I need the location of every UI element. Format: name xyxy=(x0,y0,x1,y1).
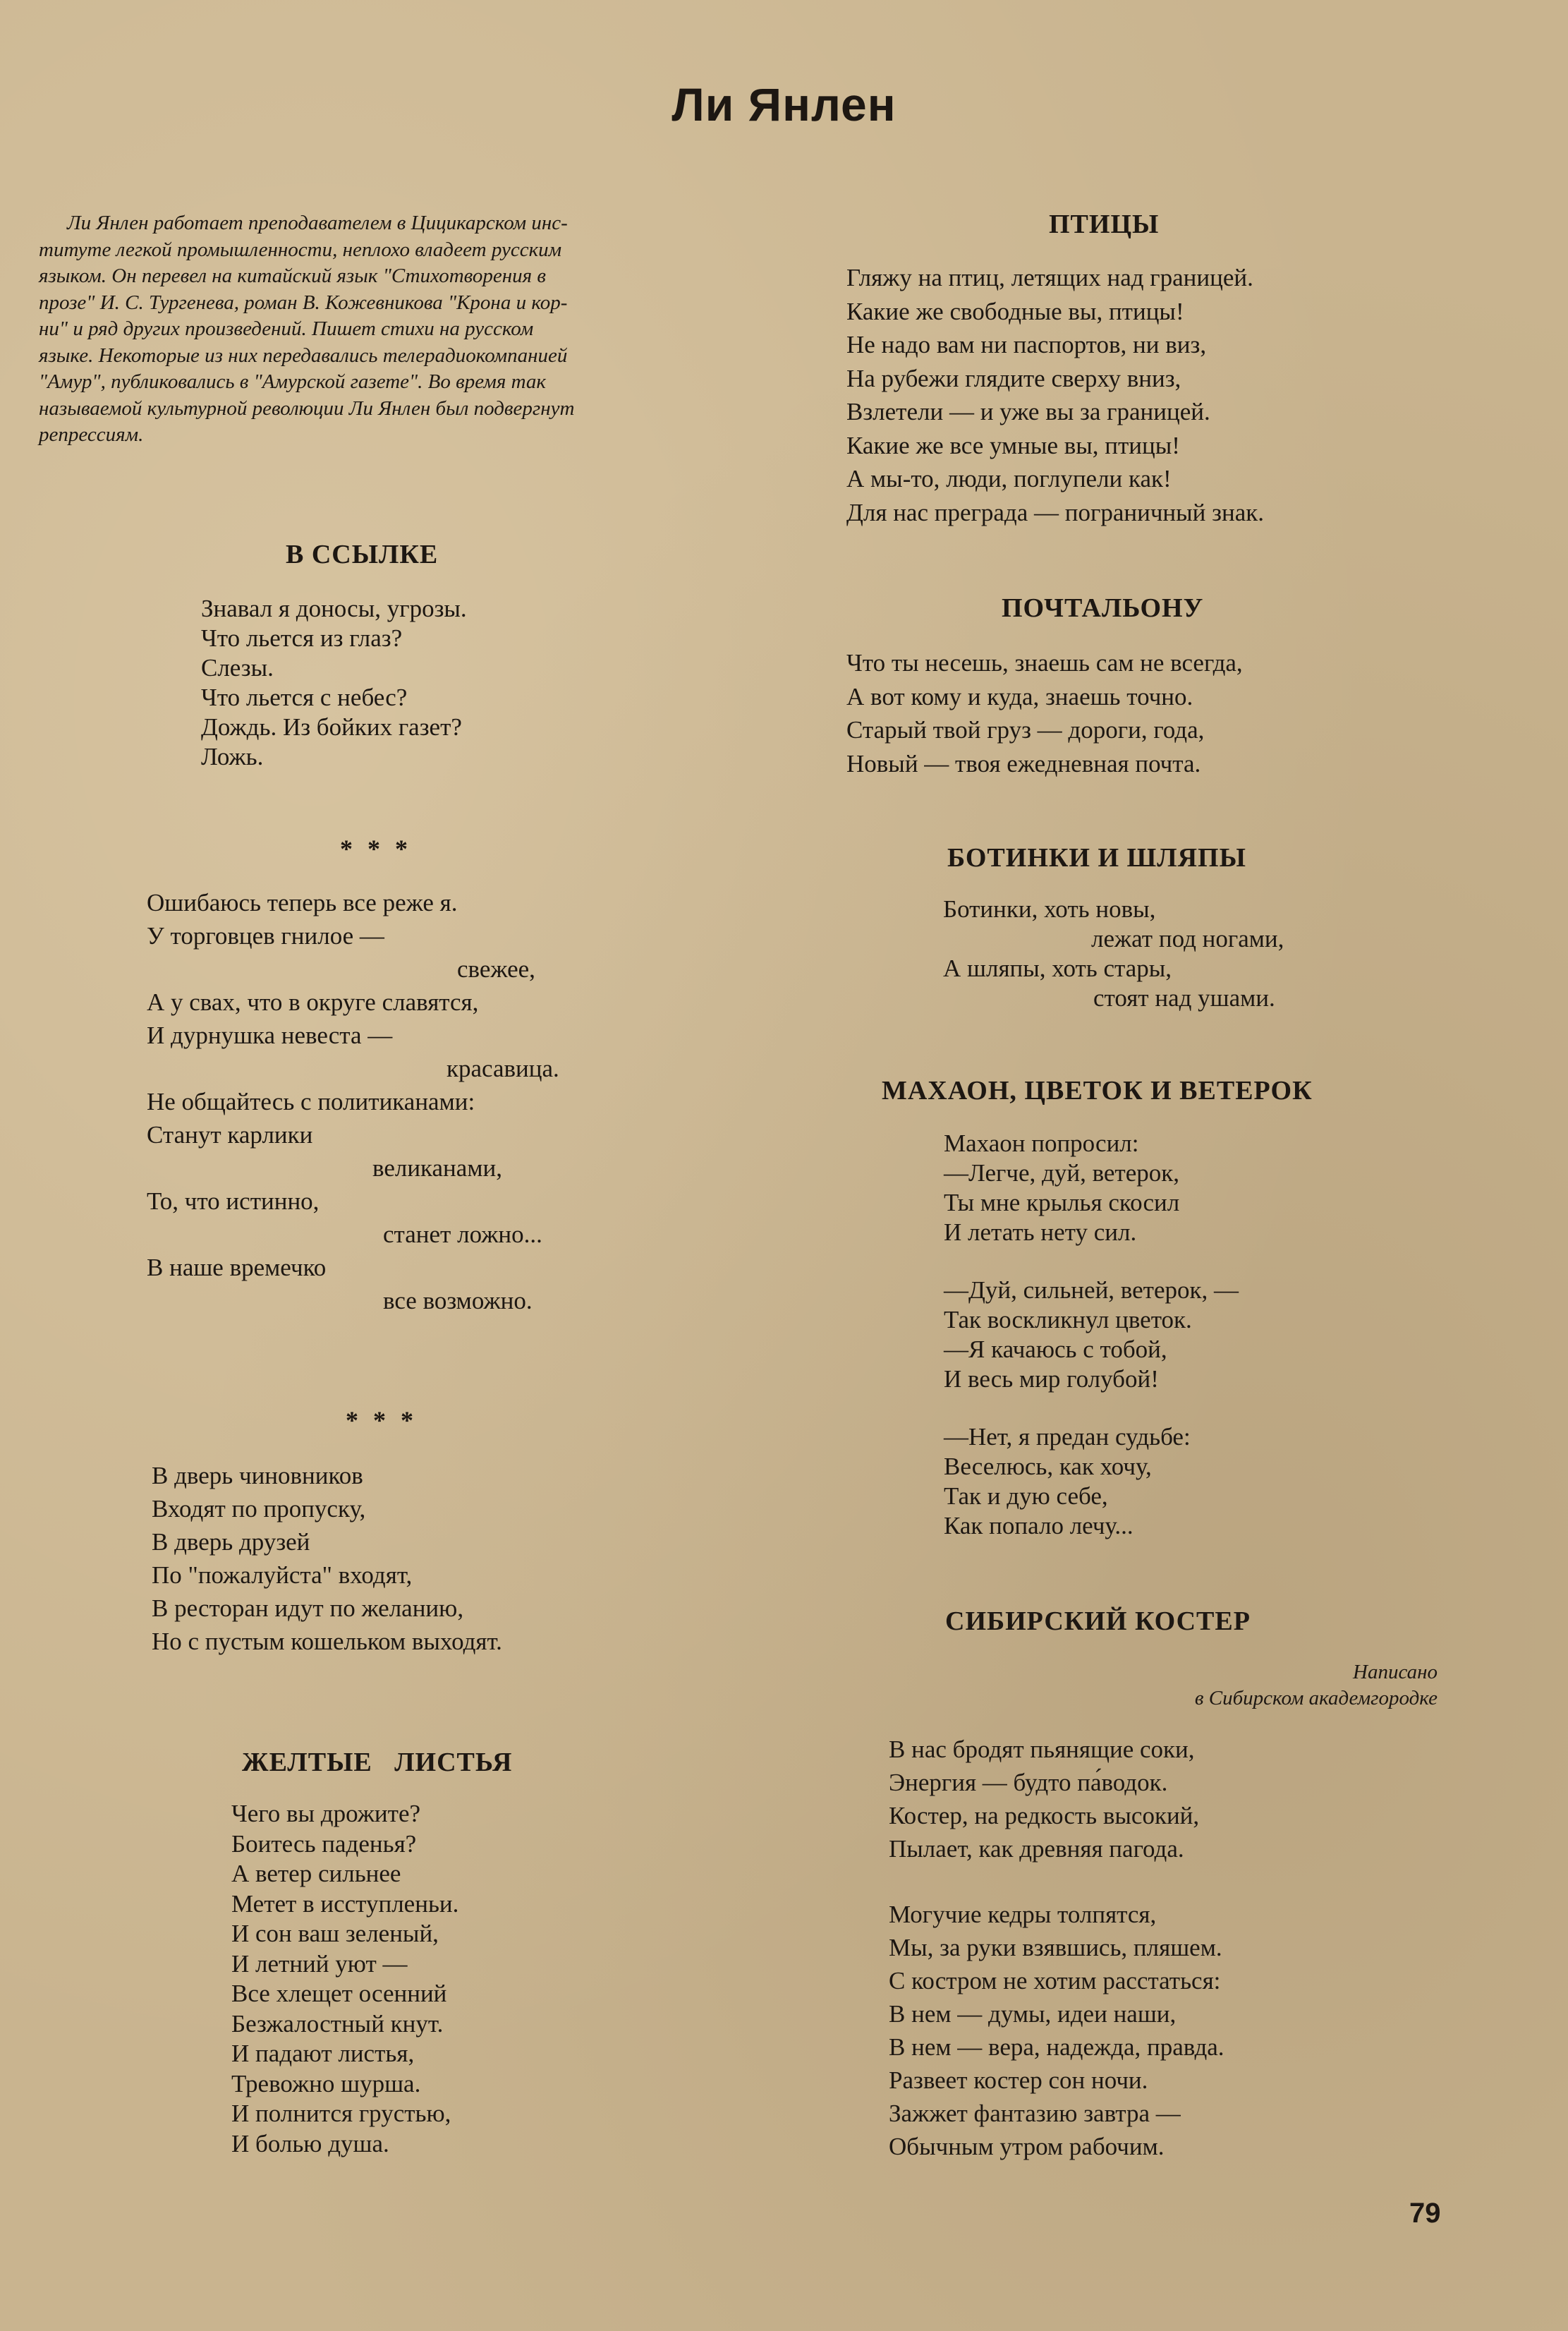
poem-line: По "пожалуйста" входят, xyxy=(152,1561,413,1589)
poem-line: Метет в исступленьи. xyxy=(231,1889,459,1918)
poem-line: лежат под ногами, xyxy=(1091,925,1284,952)
poem-chinovniki xyxy=(152,1459,502,1658)
poem-line: стоят над ушами. xyxy=(1093,984,1275,1012)
intro-line: ни" и ряд других произведений. Пишет стихи на русском xyxy=(39,317,534,340)
poem-line: Но с пустым кошельком выходят. xyxy=(152,1628,502,1655)
section-separator: * * * xyxy=(340,835,412,863)
intro-line: языком. Он перевел на китайский язык "Стихотворения в xyxy=(39,265,546,287)
poem-line: Ботинки, хоть новы, xyxy=(943,895,1156,923)
poem-line: Обычным утром рабочим. xyxy=(889,2133,1165,2160)
poem-line: —Легче, дуй, ветерок, xyxy=(944,1159,1180,1187)
poem-line: И весь мир голубой! xyxy=(944,1365,1159,1393)
poem-line: А шляпы, хоть стары, xyxy=(943,955,1172,982)
poem-line: И летать нету сил. xyxy=(944,1218,1137,1246)
intro-line: называемой культурной революции Ли Янлен был подвергнут xyxy=(39,396,575,420)
poem-line: Веселюсь, как хочу, xyxy=(944,1453,1152,1480)
poem-line: Какие же свободные вы, птицы! xyxy=(846,297,1184,325)
poem-line: Не надо вам ни паспортов, ни виз, xyxy=(846,331,1207,358)
page-title: Ли Янлен xyxy=(671,78,897,131)
poem-line: И сон ваш зеленый, xyxy=(231,1920,439,1947)
poem-line: все возможно. xyxy=(383,1287,533,1314)
poem-line: Зажжет фантазию завтра — xyxy=(889,2100,1181,2127)
intro-line: языке. Некоторые из них передавались телерадиокомпанией xyxy=(39,344,568,367)
epigraph-line: Написано xyxy=(1353,1661,1438,1683)
poem-line: Безжалостный кнут. xyxy=(231,2009,444,2038)
poem-title-botinki: БОТИНКИ И ШЛЯПЫ xyxy=(947,843,1246,873)
poem-botinki xyxy=(943,895,1284,1013)
poem-makhaon xyxy=(944,1129,1239,1541)
poem-line: Старый твой груз — дороги, года, xyxy=(846,716,1205,744)
intro-line: репрессиям. xyxy=(39,423,144,446)
intro-line: прозе" И. С. Тургенева, роман В. Кожевникова "Крона и кор- xyxy=(39,291,568,314)
poem-line: В нас бродят пьянящие соки, xyxy=(889,1736,1195,1763)
poem-line: Какие же все умные вы, птицы! xyxy=(846,431,1180,459)
intro-line: Ли Янлен работает преподавателем в Цицикарском инс- xyxy=(67,212,568,234)
poem-line: —Дуй, сильней, ветерок, — xyxy=(944,1276,1239,1304)
poem-oshibayus xyxy=(147,886,559,1317)
page-number: 79 xyxy=(1409,2198,1441,2229)
poem-line: Развеет костер сон ночи. xyxy=(889,2066,1148,2094)
poem-title-sibirskiy-koster: СИБИРСКИЙ КОСТЕР xyxy=(945,1606,1251,1636)
poem-line: Для нас преграда — пограничный знак. xyxy=(846,498,1264,526)
poem-line: Взлетели — и уже вы за границей. xyxy=(846,398,1210,425)
poem-line: великанами, xyxy=(372,1154,502,1182)
poem-line: Что льется с небес? xyxy=(201,684,408,711)
poem-line: Как попало лечу... xyxy=(944,1512,1134,1539)
poem-epigraph xyxy=(1195,1659,1438,1712)
poem-line: —Нет, я предан судьбе: xyxy=(944,1423,1191,1451)
author-intro xyxy=(39,210,709,449)
poem-zheltye-listya xyxy=(231,1799,458,2159)
poem-line: Так воскликнул цветок. xyxy=(944,1306,1192,1333)
poem-line: Энергия — будто па́водок. xyxy=(889,1769,1168,1796)
poem-line: Слезы. xyxy=(201,654,274,682)
poem-pochtalyonu xyxy=(846,646,1243,780)
poem-line: Боитесь паденья? xyxy=(231,1829,417,1858)
poem-line: станет ложно... xyxy=(383,1221,542,1248)
poem-line: Ошибаюсь теперь все реже я. xyxy=(147,889,458,916)
poem-line: Новый — твоя ежедневная почта. xyxy=(846,749,1201,777)
poem-line: С костром не хотим расстаться: xyxy=(889,1967,1221,1994)
stanza-break xyxy=(944,1394,1239,1422)
poem-line: Входят по пропуску, xyxy=(152,1495,366,1522)
poem-title-zheltye-listya: ЖЕЛТЫЕ ЛИСТЬЯ xyxy=(242,1748,513,1777)
poem-line: Ложь. xyxy=(201,743,264,770)
poem-line: А мы-то, люди, поглупели как! xyxy=(846,465,1172,492)
poem-line: Ты мне крылья скосил xyxy=(944,1189,1180,1216)
poem-line: То, что истинно, xyxy=(147,1187,320,1215)
poem-line: И болью душа. xyxy=(231,2129,389,2157)
poem-line: А ветер сильнее xyxy=(231,1860,401,1887)
poem-line: Костер, на редкость высокий, xyxy=(889,1802,1200,1829)
poem-line: Что ты несешь, знаешь сам не всегда, xyxy=(846,649,1243,677)
poem-line: В наше времечко xyxy=(147,1254,327,1281)
poem-line: На рубежи глядите сверху вниз, xyxy=(846,364,1181,392)
poem-line: Станут карлики xyxy=(147,1121,313,1149)
poem-line: А у свах, что в округе славятся, xyxy=(147,988,479,1016)
poem-line: А вот кому и куда, знаешь точно. xyxy=(846,682,1193,710)
poem-line: В нем — вера, надежда, правда. xyxy=(889,2033,1224,2061)
epigraph-line: в Сибирском академгородке xyxy=(1194,1687,1438,1709)
poem-line: И дурнушка невеста — xyxy=(147,1022,393,1049)
poem-line: В ресторан идут по желанию, xyxy=(152,1594,464,1622)
stanza-break xyxy=(944,1247,1239,1276)
intro-line: титуте легкой промышленности, неплохо владеет русским xyxy=(39,238,562,261)
poem-line: Не общайтесь с политиканами: xyxy=(147,1088,475,1115)
poem-line: Гляжу на птиц, летящих над границей. xyxy=(846,264,1253,291)
poem-line: В дверь чиновников xyxy=(152,1462,363,1489)
poem-line: У торговцев гнилое — xyxy=(147,922,384,950)
section-separator: * * * xyxy=(346,1406,418,1434)
poem-line: И падают листья, xyxy=(231,2040,415,2067)
poem-line: Пылает, как древняя пагода. xyxy=(889,1835,1184,1863)
stanza-break xyxy=(889,1865,1224,1898)
poem-line: И летний уют — xyxy=(231,1949,408,1978)
poem-title-v-ssylke: В ССЫЛКЕ xyxy=(286,540,439,569)
poem-line: Чего вы дрожите? xyxy=(231,1800,421,1827)
poem-line: И полнится грустью, xyxy=(231,2100,451,2127)
poem-line: Все хлещет осенний xyxy=(231,1980,447,2007)
poem-sibirskiy-koster xyxy=(889,1733,1224,2163)
poem-line: Так и дую себе, xyxy=(944,1482,1108,1510)
poem-line: —Я качаюсь с тобой, xyxy=(944,1336,1167,1363)
poem-line: Что льется из глаз? xyxy=(201,624,403,652)
poem-line: свежее, xyxy=(457,955,535,983)
intro-line: "Амур", публиковались в "Амурской газете". Во время так xyxy=(39,370,546,393)
poem-line: Знавал я доносы, угрозы. xyxy=(201,595,467,622)
poem-line: Махаон попросил: xyxy=(944,1130,1139,1157)
poem-line: Могучие кедры толпятся, xyxy=(889,1901,1157,1928)
poem-line: Тревожно шурша. xyxy=(231,2069,421,2097)
poem-line: В нем — думы, идеи наши, xyxy=(889,2000,1177,2028)
poem-title-ptitsy: ПТИЦЫ xyxy=(1049,210,1160,239)
poem-line: Мы, за руки взявшись, пляшем. xyxy=(889,1934,1222,1961)
poem-v-ssylke xyxy=(201,594,467,772)
poem-line: В дверь друзей xyxy=(152,1528,310,1556)
poem-ptitsy xyxy=(846,261,1264,529)
poem-title-pochtalyonu: ПОЧТАЛЬОНУ xyxy=(1002,593,1204,623)
poem-line: Дождь. Из бойких газет? xyxy=(201,713,462,741)
poem-title-makhaon: МАХАОН, ЦВЕТОК И ВЕТЕРОК xyxy=(882,1076,1313,1106)
poem-line: красавица. xyxy=(446,1055,559,1082)
